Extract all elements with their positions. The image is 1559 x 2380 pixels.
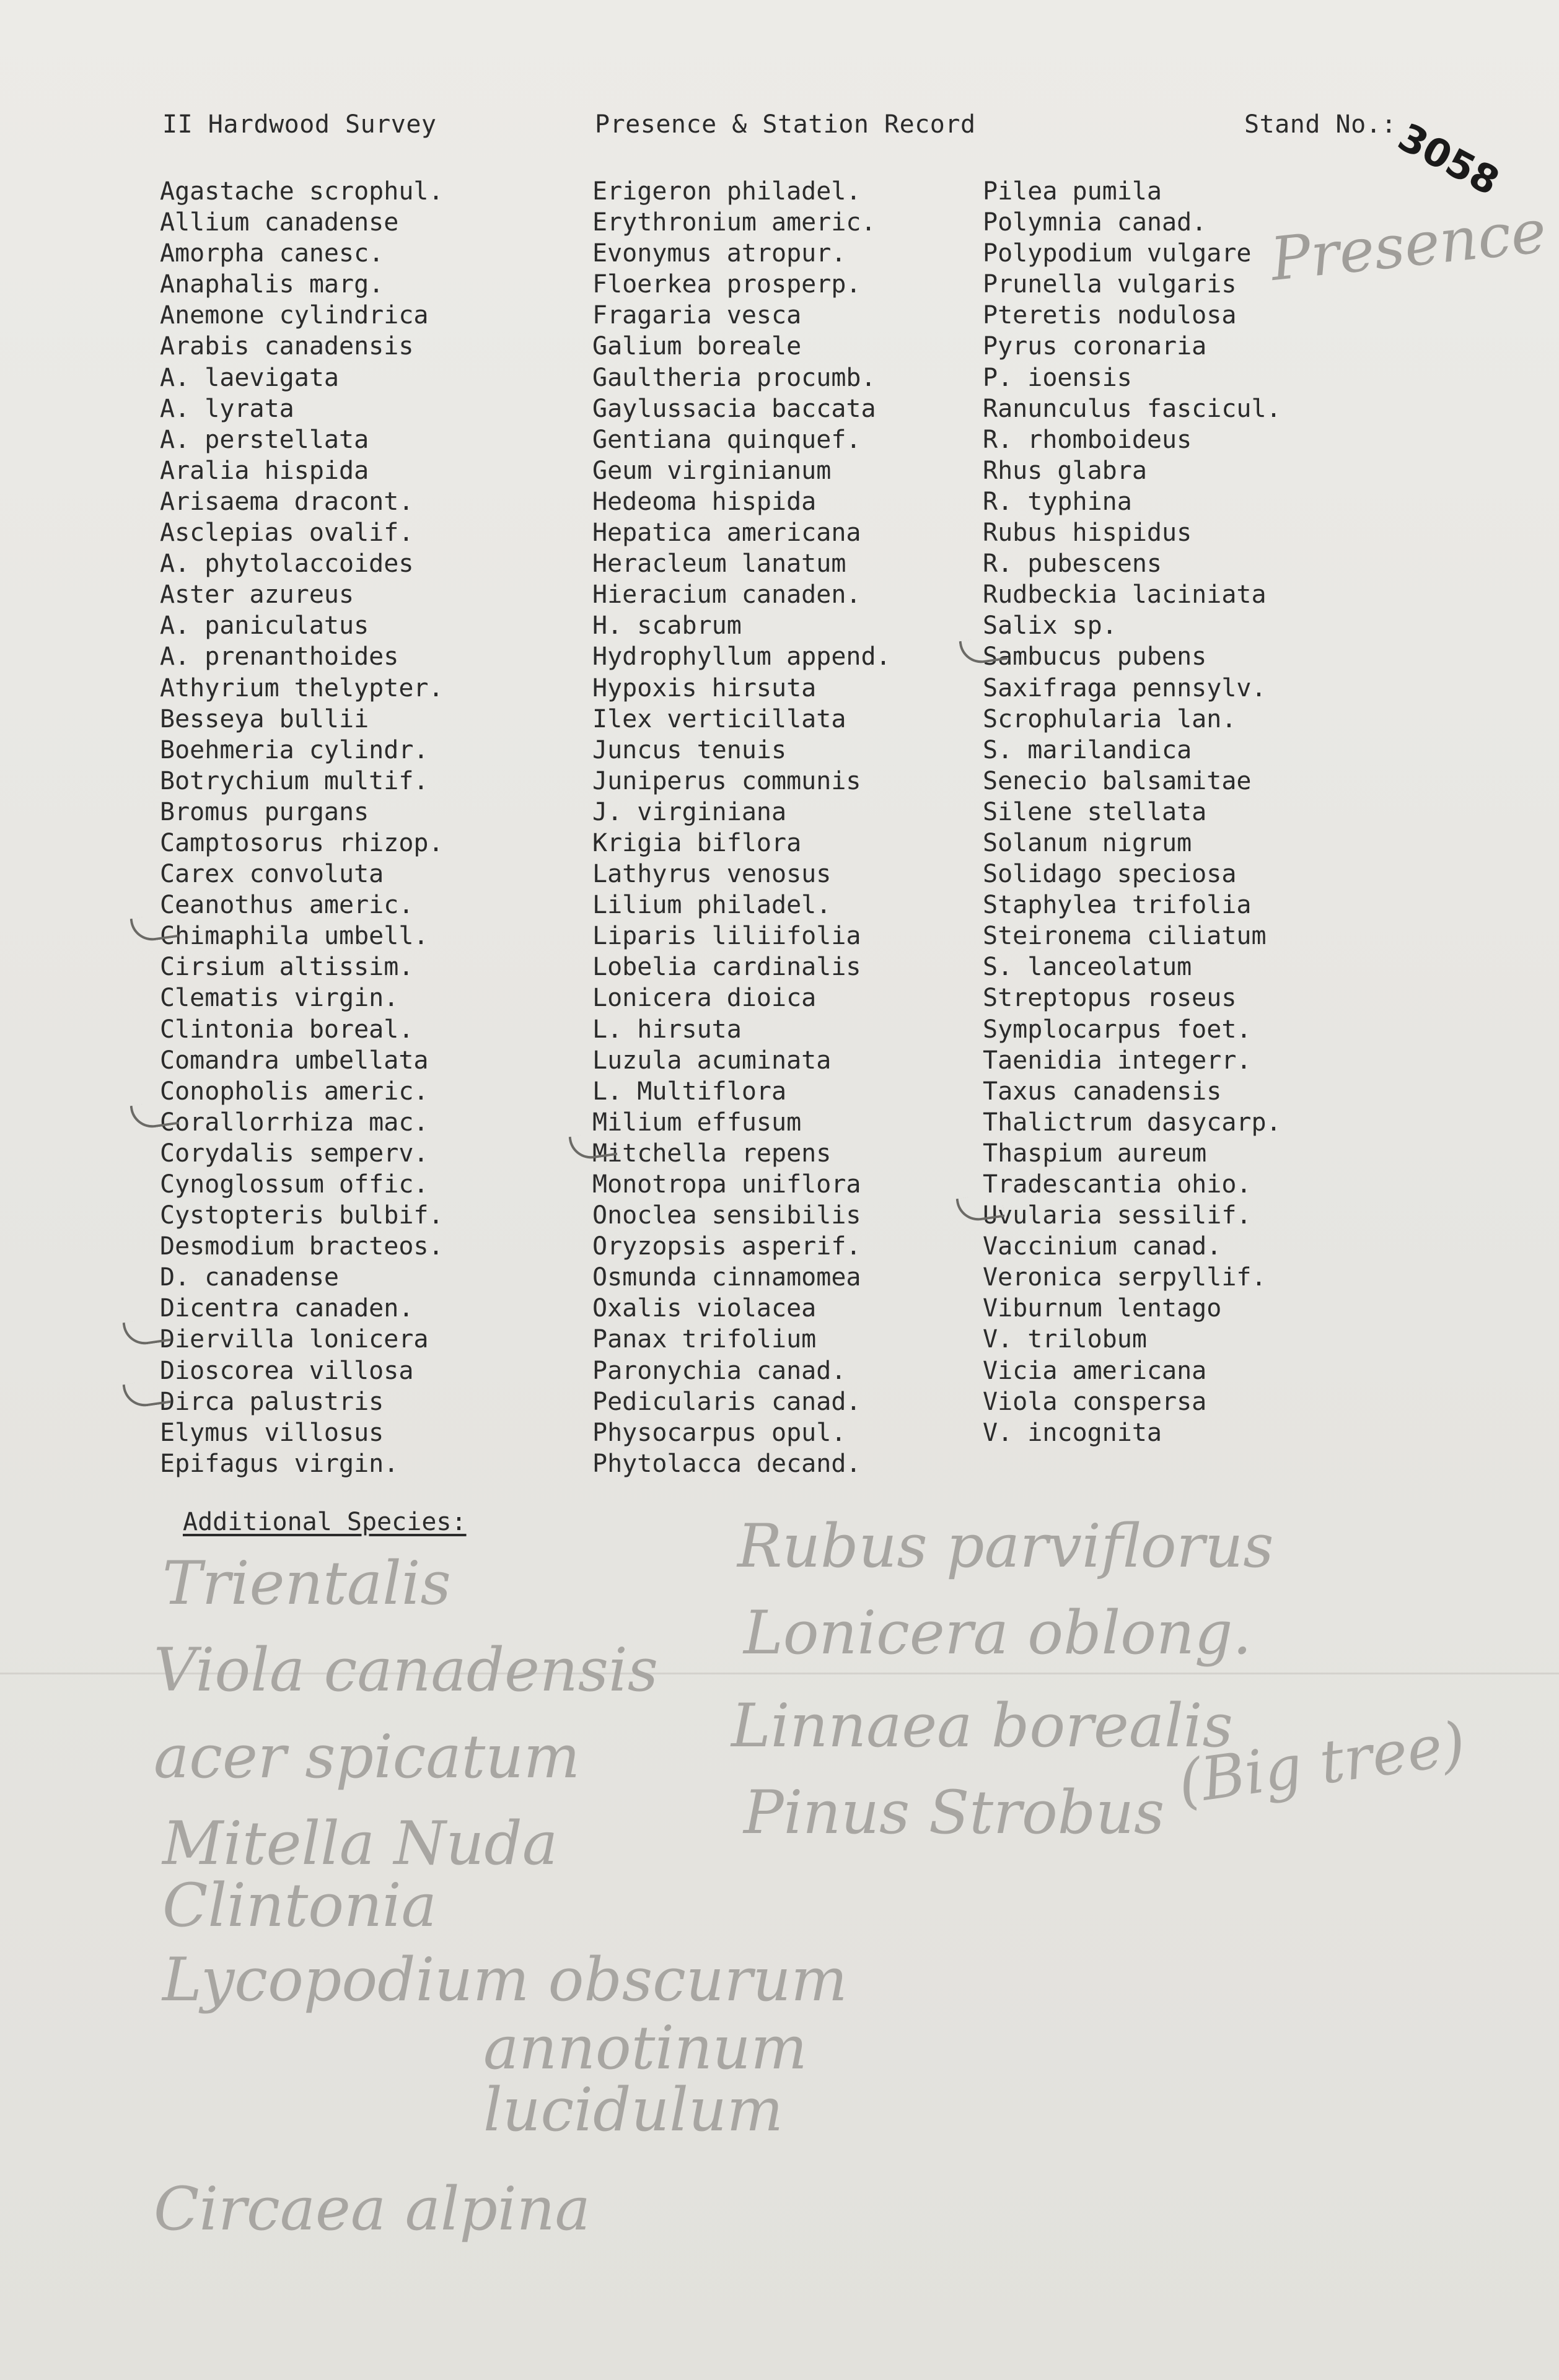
species-entry: Arisaema dracont. [160, 487, 414, 516]
species-entry: Vicia americana [983, 1356, 1207, 1385]
species-entry: Cynoglossum offic. [160, 1170, 429, 1199]
species-entry: Symplocarpus foet. [983, 1015, 1252, 1044]
handwritten-species: Clintonia [162, 1871, 437, 1940]
species-entry: H. scabrum [592, 611, 742, 641]
species-entry: Anaphalis marg. [160, 270, 384, 299]
species-entry: Solidago speciosa [983, 860, 1237, 889]
species-entry: Pteretis nodulosa [983, 301, 1237, 330]
species-entry: Hydrophyllum append. [592, 642, 891, 672]
species-entry: Silene stellata [983, 797, 1207, 826]
species-entry: Erigeron philadel. [592, 177, 861, 206]
species-entry: Arabis canadensis [160, 332, 414, 361]
species-entry: Anemone cylindrica [160, 301, 429, 330]
species-entry: Phytolacca decand. [592, 1449, 861, 1478]
species-entry: Clematis virgin. [160, 984, 399, 1013]
species-entry: Corallorrhiza mac. [160, 1108, 429, 1137]
species-entry: Luzula acuminata [592, 1046, 832, 1075]
species-entry: Dirca palustris [160, 1387, 384, 1416]
species-entry: Chimaphila umbell. [160, 922, 429, 951]
species-entry: P. ioensis [983, 363, 1132, 392]
species-entry: Panax trifolium [592, 1325, 817, 1354]
species-entry: Corydalis semperv. [160, 1139, 429, 1168]
handwritten-species: Linnaea borealis [731, 1691, 1233, 1761]
species-entry: Evonymus atropur. [592, 239, 846, 268]
species-entry: R. typhina [983, 487, 1132, 516]
species-entry: Hypoxis hirsuta [592, 673, 817, 702]
species-entry: Agastache scrophul. [160, 177, 444, 206]
handwritten-species: Lonicera oblong. [744, 1598, 1252, 1668]
species-entry: Steironema ciliatum [983, 922, 1267, 951]
species-entry: Gentiana quinquef. [592, 425, 861, 454]
species-entry: Rhus glabra [983, 456, 1147, 485]
species-entry: Rubus hispidus [983, 518, 1192, 548]
species-entry: Hepatica americana [592, 518, 861, 548]
species-entry: A. perstellata [160, 425, 369, 454]
species-entry: Pilea pumila [983, 177, 1162, 206]
species-entry: Streptopus roseus [983, 984, 1237, 1013]
record-title: Presence & Station Record [595, 110, 976, 139]
stand-number: 3058 [1390, 114, 1507, 204]
species-entry: Thalictrum dasycarp. [983, 1108, 1281, 1137]
species-entry: Scrophularia lan. [983, 704, 1237, 733]
species-entry: Pedicularis canad. [592, 1387, 861, 1416]
species-entry: Diervilla lonicera [160, 1325, 429, 1354]
species-entry: Dioscorea villosa [160, 1356, 414, 1385]
handwritten-note: (Big tree) [1174, 1708, 1470, 1818]
species-entry: J. virginiana [592, 797, 787, 826]
species-column-1 [160, 176, 444, 1479]
handwritten-presence-note: Presence [1267, 196, 1550, 294]
handwritten-species: Viola canadensis [154, 1635, 658, 1705]
species-entry: A. lyrata [160, 394, 294, 423]
stand-number-label: Stand No.: [1244, 110, 1397, 139]
species-entry: Ilex verticillata [592, 704, 846, 733]
species-entry: Fragaria vesca [592, 301, 802, 330]
species-entry: Mitchella repens [592, 1139, 832, 1168]
species-entry: Veronica serpyllif. [983, 1263, 1267, 1292]
species-entry: Tradescantia ohio. [983, 1170, 1252, 1199]
species-entry: Saxifraga pennsylv. [983, 673, 1267, 702]
species-entry: Lobelia cardinalis [592, 953, 861, 982]
species-entry: Paronychia canad. [592, 1356, 846, 1385]
handwritten-species: Mitella Nuda [162, 1809, 558, 1878]
species-entry: Polymnia canad. [983, 208, 1207, 237]
handwritten-species: lucidulum [483, 2075, 783, 2145]
species-entry: Staphylea trifolia [983, 891, 1252, 920]
species-entry: Geum virginianum [592, 456, 832, 485]
species-entry: Botrychium multif. [160, 766, 429, 795]
species-column-3 [983, 176, 1281, 1448]
species-entry: Aster azureus [160, 580, 354, 610]
species-entry: Taxus canadensis [983, 1077, 1222, 1106]
species-entry: Polypodium vulgare [983, 239, 1252, 268]
species-entry: Liparis liliifolia [592, 922, 861, 951]
handwritten-species: Trientalis [162, 1549, 451, 1618]
species-entry: V. incognita [983, 1418, 1162, 1447]
species-entry: A. phytolaccoides [160, 549, 414, 579]
species-entry: Onoclea sensibilis [592, 1201, 861, 1230]
species-entry: Senecio balsamitae [983, 766, 1252, 795]
species-entry: S. lanceolatum [983, 953, 1192, 982]
species-column-2 [592, 176, 891, 1479]
species-entry: Aralia hispida [160, 456, 369, 485]
species-entry: Solanum nigrum [983, 828, 1192, 857]
species-entry: L. Multiflora [592, 1077, 787, 1106]
handwritten-species: acer spicatum [154, 1722, 581, 1792]
species-entry: Amorpha canesc. [160, 239, 384, 268]
species-entry: Ranunculus fascicul. [983, 394, 1281, 423]
handwritten-species: Pinus Strobus [744, 1778, 1165, 1847]
species-entry: Oxalis violacea [592, 1294, 817, 1323]
species-entry: Physocarpus opul. [592, 1418, 846, 1447]
species-entry: Asclepias ovalif. [160, 518, 414, 548]
species-entry: Clintonia boreal. [160, 1015, 414, 1044]
species-entry: Dicentra canaden. [160, 1294, 414, 1323]
species-entry: Sambucus pubens [983, 642, 1207, 672]
species-entry: Carex convoluta [160, 860, 384, 889]
species-entry: D. canadense [160, 1263, 339, 1292]
species-entry: Desmodium bracteos. [160, 1232, 444, 1261]
species-entry: Osmunda cinnamomea [592, 1263, 861, 1292]
species-entry: S. marilandica [983, 735, 1192, 764]
additional-species-label: Additional Species: [183, 1508, 467, 1536]
species-entry: Thaspium aureum [983, 1139, 1207, 1168]
species-entry: Salix sp. [983, 611, 1117, 641]
species-entry: Hieracium canaden. [592, 580, 861, 610]
survey-title: II Hardwood Survey [162, 110, 437, 139]
species-entry: A. prenanthoides [160, 642, 399, 672]
species-entry: Conopholis americ. [160, 1077, 429, 1106]
handwritten-species: Rubus parviflorus [737, 1512, 1274, 1581]
species-entry: Gaylussacia baccata [592, 394, 876, 423]
species-entry: Camptosorus rhizop. [160, 828, 444, 857]
species-entry: Rudbeckia laciniata [983, 580, 1267, 610]
species-entry: Lilium philadel. [592, 891, 832, 920]
species-entry: Hedeoma hispida [592, 487, 817, 516]
species-entry: A. paniculatus [160, 611, 369, 641]
species-entry: Heracleum lanatum [592, 549, 846, 579]
species-entry: R. rhomboideus [983, 425, 1192, 454]
species-entry: Juniperus communis [592, 766, 861, 795]
species-entry: Viburnum lentago [983, 1294, 1222, 1323]
species-entry: Viola conspersa [983, 1387, 1207, 1416]
species-entry: Floerkea prosperp. [592, 270, 861, 299]
species-entry: Pyrus coronaria [983, 332, 1207, 361]
species-entry: Oryzopsis asperif. [592, 1232, 861, 1261]
handwritten-species: Lycopodium obscurum [162, 1945, 848, 2015]
species-entry: Uvularia sessilif. [983, 1201, 1252, 1230]
handwritten-species: Circaea alpina [154, 2174, 591, 2244]
species-entry: L. hirsuta [592, 1015, 742, 1044]
species-entry: Cirsium altissim. [160, 953, 414, 982]
species-entry: R. pubescens [983, 549, 1162, 579]
species-entry: Krigia biflora [592, 828, 802, 857]
species-entry: Galium boreale [592, 332, 802, 361]
species-entry: Cystopteris bulbif. [160, 1201, 444, 1230]
species-entry: Juncus tenuis [592, 735, 787, 764]
species-entry: Prunella vulgaris [983, 270, 1237, 299]
handwritten-species: annotinum [483, 2013, 807, 2083]
species-entry: V. trilobum [983, 1325, 1147, 1354]
species-entry: Elymus villosus [160, 1418, 384, 1447]
species-entry: A. laevigata [160, 363, 339, 392]
species-entry: Bromus purgans [160, 797, 369, 826]
species-entry: Taenidia integerr. [983, 1046, 1252, 1075]
species-entry: Ceanothus americ. [160, 891, 414, 920]
species-entry: Gaultheria procumb. [592, 363, 876, 392]
species-entry: Lathyrus venosus [592, 860, 832, 889]
species-entry: Allium canadense [160, 208, 399, 237]
species-entry: Vaccinium canad. [983, 1232, 1222, 1261]
species-entry: Athyrium thelypter. [160, 673, 444, 702]
species-entry: Erythronium americ. [592, 208, 876, 237]
species-entry: Epifagus virgin. [160, 1449, 399, 1478]
species-entry: Monotropa uniflora [592, 1170, 861, 1199]
species-entry: Milium effusum [592, 1108, 802, 1137]
species-entry: Comandra umbellata [160, 1046, 429, 1075]
species-entry: Boehmeria cylindr. [160, 735, 429, 764]
species-entry: Besseya bullii [160, 704, 369, 733]
species-entry: Lonicera dioica [592, 984, 817, 1013]
